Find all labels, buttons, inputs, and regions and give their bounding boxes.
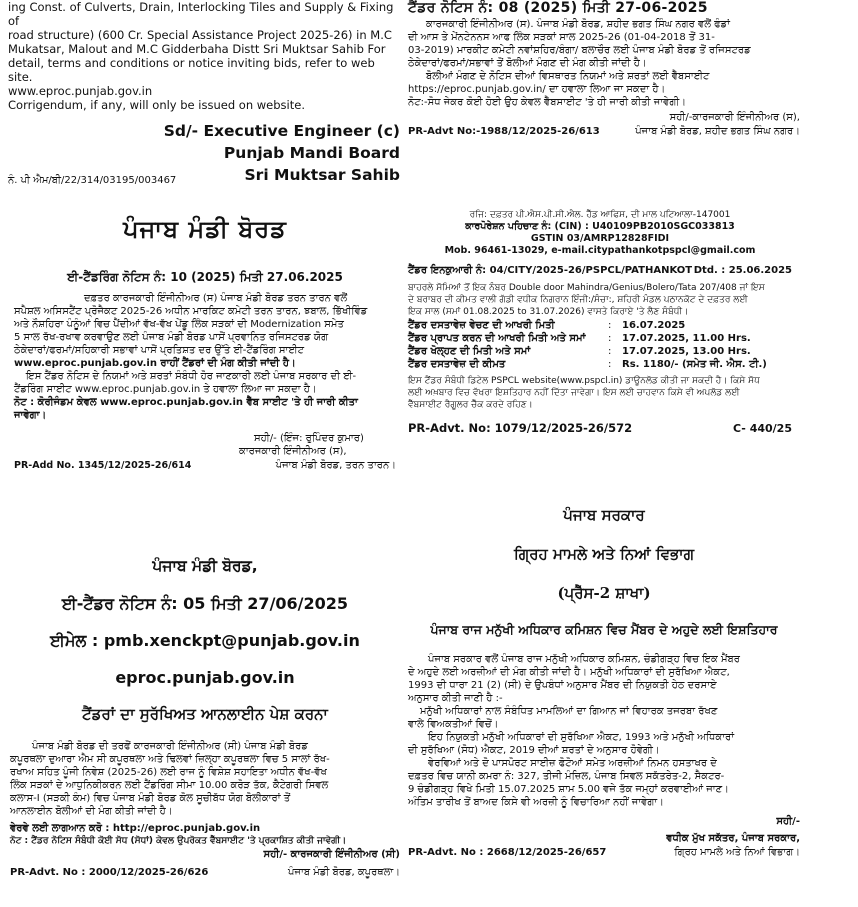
website-link[interactable]: www.eproc.punjab.gov.in	[8, 84, 153, 98]
notice-title: ਟੈਂਡਰ ਨੋਟਿਸ ਨੰ: 08 (2025) ਮਿਤੀ 27-06-2025	[408, 0, 708, 16]
body-line: ਅਤੇ ਨੌਸ਼ਹਿਰਾ ਪੰਨੂੰਆਂ ਵਿਚ ਪੈਂਦੀਆਂ ਵੱਖ-ਵੱਖ ਪੇਂਡੂ ਲਿੰਕ ਸੜਕਾਂ ਦੀ Modernization ਸਮੇਤ	[14, 319, 344, 330]
website-link[interactable]: www.eproc.punjab.gov.in ਰਾਹੀਂ ਟੈਂਡਰਾਂ ਦੀ ਮੰਗ ਕੀਤੀ ਜਾਂਦੀ ਹੈ।	[14, 358, 296, 369]
government-title: ਪੰਜਾਬ ਸਰਕਾਰ	[563, 506, 645, 524]
website-link[interactable]: https://eproc.punjab.gov.in/ ਦਾ ਹਵਾਲਾ ਲਿਆ ਜਾ ਸਕਦਾ ਹੈ।	[408, 84, 666, 95]
enquiry-number: ਟੈਂਡਰ ਇਨਕੁਆਰੀ ਨੰ: 04/CITY/2025-26/PSPCL/PATHANKOT	[408, 265, 693, 276]
signatory-title: ਕਾਰਜਕਾਰੀ ਇੰਜੀਨੀਅਰ (ਸ),	[239, 446, 347, 457]
body-line: ਦਫ਼ਤਰ ਵਿਚ ਯਾਨੀ ਕਮਰਾ ਨੰ: 327, ਤੀਜੀ ਮੰਜ਼ਿਲ, ਪੰਜਾਬ ਸਿਵਲ ਸਕੱਤਰੇਤ-2, ਸੈਕਟਰ-	[408, 770, 725, 782]
schedule-row: ਟੈਂਡਰ ਦਸਤਾਵੇਜ਼ ਵੇਚਣ ਦੀ ਆਖਰੀ ਮਿਤੀ : 16.07.2025	[408, 320, 686, 331]
notice-footer	[14, 460, 396, 471]
body-line: 1993 ਦੀ ਧਾਰਾ 21 (2) (ਸੀ) ਦੇ ਉਪਬੰਧਾਂ ਅਨੁਸਾਰ ਮੈਂਬਰ ਦੀ ਨਿਯੁਕਤੀ ਹੇਠ ਦਰਸਾਏ	[408, 679, 717, 691]
note-line: ਨੋਟ : ਕੋਰੀਜੰਡਮ ਕੇਵਲ www.eproc.punjab.gov.in ਵੈੱਬ ਸਾਈਟ 'ਤੇ ਹੀ ਜਾਰੀ ਕੀਤਾ	[14, 397, 358, 408]
notice-heading: ਪੰਜਾਬ ਰਾਜ ਮਨੁੱਖੀ ਅਧਿਕਾਰ ਕਮਿਸ਼ਨ ਵਿਚ ਮੈਂਬਰ ਦੇ ਅਹੁਦੇ ਲਈ ਇਸ਼ਤਿਹਾਰ	[430, 622, 778, 637]
body-line: Corrigendum, if any, will only be issued on website.	[8, 98, 305, 112]
department-title: ਗ੍ਰਿਹ ਮਾਮਲੇ ਅਤੇ ਨਿਆਂ ਵਿਭਾਗ	[513, 545, 695, 563]
notice-body	[10, 740, 400, 818]
signatory-org: ਪੰਜਾਬ ਮੰਡੀ ਬੋਰਡ, ਕਪੂਰਥਲਾ।	[288, 866, 400, 878]
body-line: ਇਸ ਟੈਂਡਰ ਸੰਬੰਧੀ ਡਿਟੇਲ PSPCL website(www.pspcl.in) ਡਾਊਨਲੋਡ ਕੀਤੀ ਜਾ ਸਕਦੀ ਹੈ। ਕਿਸੇ ਸੋਧ	[408, 376, 760, 386]
signatory-name: ਸਹੀ/- (ਇੰਜ: ਰੁਪਿੰਦਰ ਕੁਮਾਰ)	[254, 433, 364, 444]
body-line: ਕਪੂਰਥਲਾ ਦੁਆਰਾ ਐਮ ਸੀ ਕਪੂਰਥਲਾ ਅਤੇ ਢਿਲਵਾਂ ਜ਼ਿਲ੍ਹਾ ਕਪੂਰਥਲਾ ਵਿਚ 5 ਸਾਲਾਂ ਰੱਖ-	[10, 753, 330, 765]
body-line: ਬਾਹਰਲੇ ਸੋਮਿਆਂ ਤੋਂ ਇਕ ਨੰਬਰ Double door Mahindra/Genius/Bolero/Tata 207/408 ਜਾਂ ਇਸ	[408, 283, 765, 293]
schedule-value: 16.07.2025	[622, 320, 686, 331]
email-line[interactable]: ਈਮੇਲ : pmb.xenckpt@punjab.gov.in	[50, 630, 360, 650]
body-line: Mukatsar, Malout and M.C Gidderbaha Distt Sri Muktsar Sahib For	[8, 42, 386, 56]
body-line: ਠੇਕੇਦਾਰਾਂ/ਫਰਮਾਂ/ਸਹਿਕਾਰੀ ਸਭਾਵਾਂ ਪਾਸੋਂ ਪ੍ਰਤਿਸ਼ਤ ਦਰ ਉੱਤੇ ਈ-ਟੈਂਡਰਿੰਗ ਸਾਈਟ	[14, 345, 305, 356]
body-line: 03-2019) ਮਾਰਕੀਟ ਕਮੇਟੀ ਨਵਾਂਸ਼ਹਿਰ/ਬੰਗਾ/ ਬਲਾਚੌਰ ਲਈ ਪੰਜਾਬ ਮੰਡੀ ਬੋਰਡ ਤੋਂ ਰਜਿਸਟਰਡ	[408, 45, 751, 56]
body-line: ਕਾਰਜਕਾਰੀ ਇੰਜੀਨੀਅਰ (ਸ). ਪੰਜਾਬ ਮੰਡੀ ਬੋਰਡ, ਸ਼ਹੀਦ ਭਗਤ ਸਿੰਘ ਨਗਰ ਵਲੋਂ ਫੰਡਾਂ	[426, 19, 731, 30]
notice-nawanshahr	[408, 0, 800, 172]
schedule-row: ਟੈਂਡਰ ਪ੍ਰਾਪਤ ਕਰਨ ਦੀ ਆਖਰੀ ਮਿਤੀ ਅਤੇ ਸਮਾਂ : 17.07.2025, 11.00 Hrs.	[408, 333, 751, 344]
signatory-org: ਪੰਜਾਬ ਮੰਡੀ ਬੋਰਡ, ਸ਼ਹੀਦ ਭਗਤ ਸਿੰਘ ਨਗਰ।	[635, 126, 800, 137]
signatory-org: ਪੰਜਾਬ ਮੰਡੀ ਬੋਰਡ, ਤਰਨ ਤਾਰਨ।	[275, 460, 396, 471]
signatory-title: Sd/- Executive Engineer (c)	[163, 122, 400, 140]
body-line: ਠੇਕੇਦਾਰਾਂ/ਫਰਮਾਂ/ਸਭਾਵਾਂ ਤੋਂ ਬੋਲੀਆਂ ਮੰਗਣ ਦੀ ਮੰਗ ਕੀਤੀ ਜਾਂਦੀ ਹੈ।	[408, 58, 647, 69]
body-line: ਬੋਲੀਆਂ ਮੰਗਣ ਦੇ ਨੋਟਿਸ ਦੀਆਂ ਵਿਸਥਾਰਤ ਨਿਯਮਾਂ ਅਤੇ ਸ਼ਰਤਾਂ ਲਈ ਵੈੱਬਸਾਈਟ	[426, 71, 710, 82]
notice-home-affairs	[408, 488, 800, 858]
schedule-row: ਟੈਂਡਰ ਦਸਤਾਵੇਜ਼ ਦੀ ਕੀਮਤ : Rs. 1180/- (ਸਮੇਤ ਜੀ. ਐਸ. ਟੀ.)	[408, 359, 767, 370]
schedule-value: Rs. 1180/- (ਸਮੇਤ ਜੀ. ਐਸ. ਟੀ.)	[622, 359, 767, 370]
signatory-place: Sri Muktsar Sahib	[244, 166, 400, 184]
schedule-row: ਟੈਂਡਰ ਖੋਲ੍ਹਣ ਦੀ ਮਿਤੀ ਅਤੇ ਸਮਾਂ : 17.07.2025, 13.00 Hrs.	[408, 346, 751, 357]
body-line: ਅਨੁਸਾਰ ਕੀਤੀ ਜਾਣੀ ਹੈ :-	[408, 692, 503, 704]
advt-number: PR-Advt. No : 2668/12/2025-26/657	[408, 846, 607, 858]
notice-footer	[408, 847, 800, 858]
schedule-value: 17.07.2025, 11.00 Hrs.	[622, 333, 751, 344]
body-line: detail, terms and conditions or notice inviting bids, refer to web site.	[8, 56, 375, 84]
schedule-label: ਟੈਂਡਰ ਦਸਤਾਵੇਜ਼ ਵੇਚਣ ਦੀ ਆਖਰੀ ਮਿਤੀ	[408, 320, 555, 331]
notice-footer	[408, 421, 792, 435]
advt-number: PR-Add No. 1345/12/2025-26/614	[14, 460, 192, 471]
schedule-label: ਟੈਂਡਰ ਪ੍ਰਾਪਤ ਕਰਨ ਦੀ ਆਖਰੀ ਮਿਤੀ ਅਤੇ ਸਮਾਂ	[408, 333, 586, 344]
notice-body	[408, 282, 792, 318]
body-line: ਵੇਰਵਿਆਂ ਅਤੇ ਦੋ ਪਾਸਪੋਰਟ ਸਾਈਜ਼ ਫੋਟੋਆਂ ਸਮੇਤ ਅਰਜ਼ੀਆਂ ਨਿਮਨ ਹਸਤਾਖਰ ਦੇ	[428, 757, 717, 769]
body-line: ਪੰਜਾਬ ਸਰਕਾਰ ਵਲੋਂ ਪੰਜਾਬ ਰਾਜ ਮਨੁੱਖੀ ਅਧਿਕਾਰ ਕਮਿਸ਼ਨ, ਚੰਡੀਗੜ੍ਹ ਵਿਚ ਇਕ ਮੈਂਬਰ	[428, 653, 740, 665]
website-line[interactable]: eproc.punjab.gov.in	[115, 667, 295, 687]
enquiry-date: Dtd. : 25.06.2025	[693, 265, 792, 276]
notice-body	[408, 653, 800, 809]
office-address: ਰਜਿ: ਦਫ਼ਤਰ ਪੀ.ਐਸ.ਪੀ.ਸੀ.ਐਲ. ਹੈੱਡ ਆਫਿਸ, ਦੀ ਮਾਲ ਪਟਿਆਲਾ-147001	[469, 210, 731, 220]
notice-footer	[408, 126, 800, 137]
notice-body	[14, 292, 396, 422]
advt-number: PR-Advt. No: 1079/12/2025-26/572	[408, 421, 633, 435]
notice-footer-text	[408, 375, 792, 411]
notice-tarn-taran	[14, 190, 396, 476]
signatory-org: Punjab Mandi Board	[223, 144, 400, 162]
gstin-line: GSTIN 03/AMRP12828FIDI	[530, 233, 670, 244]
note-line: ਨੋਟ : ਟੈਂਡਰ ਨੋਟਿਸ ਸੰਬੰਧੀ ਕੋਈ ਸੋਧ (ਸੋਧਾਂ) ਕੇਵਲ ਉਪਰੋਕਤ ਵੈੱਬਸਾਈਟ 'ਤੇ ਪ੍ਰਕਾਸ਼ਿਤ ਕੀਤੀ ਜਾਵੇਗੀ।	[10, 835, 347, 846]
enquiry-row	[408, 265, 792, 276]
signature-mark: ਸਹੀ/-	[776, 815, 800, 827]
details-link[interactable]: ਵੇਰਵੇ ਲਈ ਲਾਗਆਨ ਕਰੋ : http://eproc.punjab.gov.in	[10, 822, 261, 834]
advt-code: C- 440/25	[732, 422, 792, 435]
body-line: ਵਾਲੇ ਵਿਅਕਤੀਆਂ ਵਿਚੋਂ।	[408, 718, 499, 730]
notice-footer	[8, 164, 400, 186]
body-line: ਰਖਾਅ ਸਹਿਤ ਪੂੰਜੀ ਨਿਵੇਸ਼ (2025-26) ਲਈ ਰਾਜ ਨੂੰ ਵਿਸ਼ੇਸ਼ ਸਹਾਇਤਾ ਅਧੀਨ ਵੱਖ-ਵੱਖ	[10, 766, 327, 778]
note-line: ਜਾਵੇਗਾ।	[14, 410, 47, 421]
body-line: ਦੀ ਆਸ ਤੇ ਮੇਂਨਟੇਨਨਸ ਆਫ ਲਿੰਕ ਸੜਕਾਂ ਸਾਲ 2025-26 (01-04-2018 ਤੋਂ 31-	[408, 32, 715, 43]
advt-number: PR-Advt. No : 2000/12/2025-26/626	[10, 866, 209, 878]
body-line: ing Const. of Culverts, Drain, Interlocking Tiles and Supply & Fixing of	[8, 0, 394, 28]
body-line: 5 ਸਾਲ ਰੱਖ-ਰਖਾਵ ਕਰਵਾਉਣ ਲਈ ਪੰਜਾਬ ਮੰਡੀ ਬੋਰਡ ਪਾਸੋਂ ਪ੍ਰਵਾਨਿਤ ਰਜਿਸਟਰਡ ਯੋਗ	[14, 332, 329, 343]
body-line: ਇਕ ਸਾਲ (ਸਮਾਂ 01.08.2025 to 31.07.2026) ਵਾਸਤੇ ਕਿਰਾਏ 'ਤੇ ਲੈਣ ਸੰਬੰਧੀ।	[408, 307, 689, 317]
notice-body	[408, 18, 800, 109]
body-line: ਪੰਜਾਬ ਮੰਡੀ ਬੋਰਡ ਦੀ ਤਰਫੋਂ ਕਾਰਜਕਾਰੀ ਇੰਜੀਨੀਅਰ (ਸੀ) ਪੰਜਾਬ ਮੰਡੀ ਬੋਰਡ	[32, 740, 308, 752]
notice-body	[8, 0, 400, 112]
body-line: ਲਿੰਕ ਸੜਕਾਂ ਦੇ ਆਧੁਨਿਕੀਕਰਨ ਲਈ ਟੈਂਡਰਿੰਗ ਸੀਮਾ 10.00 ਕਰੋੜ ਤੱਕ, ਕੈਟੇਗਰੀ ਸਿਵਲ	[10, 779, 329, 791]
notice-kapurthala	[10, 540, 400, 878]
body-line: ਸਪੈਸ਼ਲ ਅਸਿਸਟੈਂਟ ਪ੍ਰੋਜੈਕਟ 2025-26 ਅਧੀਨ ਮਾਰਕਿਟ ਕਮੇਟੀ ਤਰਨ ਤਾਰਨ, ਝਬਾਲ, ਭਿੱਖੀਵਿੰਡ	[14, 306, 368, 317]
branch-title: (ਪ੍ਰੈੱਸ-2 ਸ਼ਾਖਾ)	[557, 584, 651, 602]
body-line: ਟੈਂਡਰਿੰਗ ਸਾਈਟ www.eproc.punjab.gov.in ਤੇ ਹਵਾਲਾ ਲਿਆ ਜਾ ਸਕਦਾ ਹੈ।	[14, 384, 317, 395]
body-line: ਦਫ਼ਤਰ ਕਾਰਜਕਾਰੀ ਇੰਜੀਨੀਅਰ (ਸ) ਪੰਜਾਬ ਮੰਡੀ ਬੋਰਡ ਤਰਨ ਤਾਰਨ ਵਲੋਂ	[84, 293, 348, 304]
board-title: ਪੰਜਾਬ ਮੰਡੀ ਬੋਰਡ,	[152, 556, 258, 575]
contact-line: Mob. 96461-13029, e-mail.citypathankotpspcl@gmail.com	[444, 245, 756, 256]
office-header	[408, 210, 792, 257]
notice-muktsar	[8, 0, 400, 186]
reference-number: ਨੰ. ਪੀ ਐਮ/ਬੀ/22/314/03195/003467	[8, 175, 177, 186]
body-line: 9 ਚੰਡੀਗੜ੍ਹ ਵਿਖੇ ਮਿਤੀ 15.07.2025 ਸ਼ਾਮ 5.00 ਵਜੇ ਤੱਕ ਜਮ੍ਹਾਂ ਕਰਵਾਈਆਂ ਜਾਣ।	[408, 783, 729, 795]
signatory-title: ਸਹੀ/-ਕਾਰਜਕਾਰੀ ਇੰਜੀਨੀਅਰ (ਸ),	[669, 112, 800, 123]
signatory-org: ਗ੍ਰਿਹ ਮਾਮਲੇ ਅਤੇ ਨਿਆਂ ਵਿਭਾਗ।	[674, 846, 800, 858]
notice-footer	[10, 867, 400, 878]
body-line: ਮਨੁੱਖੀ ਅਧਿਕਾਰਾਂ ਨਾਲ ਸੰਬੰਧਿਤ ਮਾਮਲਿਆਂ ਦਾ ਗਿਆਨ ਜਾਂ ਵਿਹਾਰਕ ਤਜਰਬਾ ਰੱਖਣ	[420, 705, 718, 717]
notice-subtitle: ਈ-ਟੈਂਡਰਿੰਗ ਨੋਟਿਸ ਨੰ: 10 (2025) ਮਿਤੀ 27.06.2025	[67, 270, 343, 284]
body-line: ਵੈੱਬਸਾਈਟ ਰੈਗੂਲਰ ਚੈੱਕ ਕਰਦੇ ਰਹਿਣ।	[408, 400, 533, 410]
advt-number: PR-Advt No:-1988/12/2025-26/613	[408, 126, 600, 137]
body-line: ਦੀ ਸੁਰੱਖਿਆ (ਸੋਧ) ਐਕਟ, 2019 ਦੀਆਂ ਸ਼ਰਤਾਂ ਦੇ ਅਨੁਸਾਰ ਹੋਵੇਗੀ।	[408, 744, 660, 756]
body-line: ਕਲਾਸ-I (ਸੜਕੀ ਕੰਮ) ਵਿਚ ਪੰਜਾਬ ਮੰਡੀ ਬੋਰਡ ਕੋਲ ਸੂਚੀਬੱਧ ਯੋਗ ਬੋਲੀਕਾਰਾਂ ਤੋਂ	[10, 792, 291, 804]
body-line: ਇਸ ਟੈਂਡਰ ਨੋਟਿਸ ਦੇ ਨਿਯਮਾਂ ਅਤੇ ਸ਼ਰਤਾਂ ਸੰਬੰਧੀ ਹੋਰ ਜਾਣਕਾਰੀ ਲਈ ਪੰਜਾਬ ਸਰਕਾਰ ਦੀ ਈ-	[26, 371, 357, 382]
schedule-table	[408, 319, 792, 371]
body-line: ਇਹ ਨਿਯੁਕਤੀ ਮਨੁੱਖੀ ਅਧਿਕਾਰਾਂ ਦੀ ਸੁਰੱਖਿਆ ਐਕਟ, 1993 ਅਤੇ ਮਨੁੱਖੀ ਅਧਿਕਾਰਾਂ	[428, 731, 735, 743]
notice-pspcl-pathankot	[408, 210, 792, 474]
body-line: ਦੇ ਅਹੁਦੇ ਲਈ ਅਰਜ਼ੀਆਂ ਦੀ ਮੰਗ ਕੀਤੀ ਜਾਂਦੀ ਹੈ। ਮਨੁੱਖੀ ਅਧਿਕਾਰਾਂ ਦੀ ਸੁਰੱਖਿਆ ਐਕਟ,	[408, 666, 730, 678]
signatory-title: ਵਧੀਕ ਮੁੱਖ ਸਕੱਤਰ, ਪੰਜਾਬ ਸਰਕਾਰ,	[666, 832, 800, 844]
note-line: ਨੋਟ:-ਸੋਧ ਜੇਕਰ ਕੋਈ ਹੋਈ ਉਹ ਕੇਵਲ ਵੈੱਬਸਾਈਟ 'ਤੇ ਹੀ ਜਾਰੀ ਕੀਤੀ ਜਾਵੇਗੀ।	[408, 97, 687, 108]
cin-line: ਕਾਰਪੋਰੇਸ਼ਨ ਪਹਿਚਾਣ ਨੰ: (CIN) : U40109PB2010SGC033813	[465, 221, 735, 232]
schedule-value: 17.07.2025, 13.00 Hrs.	[622, 346, 751, 357]
body-line: ਲਈ ਅਖ਼ਬਾਰ ਵਿਚ ਵੱਖਰਾ ਇਸ਼ਤਿਹਾਰ ਨਹੀਂ ਦਿੱਤਾ ਜਾਵੇਗਾ। ਇਸ ਲਈ ਚਾਹਵਾਨ ਕਿਸੇ ਵੀ ਅਪਲੋਡ ਲਈ	[408, 388, 740, 398]
board-title: ਪੰਜਾਬ ਮੰਡੀ ਬੋਰਡ	[123, 214, 287, 243]
notice-title: ਈ-ਟੈਂਡਰ ਨੋਟਿਸ ਨੰ: 05 ਮਿਤੀ 27/06/2025	[61, 593, 349, 613]
schedule-label: ਟੈਂਡਰ ਦਸਤਾਵੇਜ਼ ਦੀ ਕੀਮਤ	[408, 359, 506, 370]
schedule-label: ਟੈਂਡਰ ਖੋਲ੍ਹਣ ਦੀ ਮਿਤੀ ਅਤੇ ਸਮਾਂ	[408, 346, 531, 357]
body-line: ਦੇ ਬਰਾਬਰ ਦੀ ਕੀਮਤ ਵਾਲੀ ਗੱਡੀ ਵਧੀਕ ਨਿਗਰਾਨ ਇੰਜੀ:/ਸੰਚਾ:, ਸ਼ਹਿਰੀ ਮੰਡਲ ਪਠਾਨਕੋਟ ਦੇ ਦਫ਼ਤਰ ਲਈ	[408, 295, 748, 305]
body-line: road structure) (600 Cr. Special Assistance Project 2025-26) in M.C	[8, 28, 392, 42]
notice-heading: ਟੈਂਡਰਾਂ ਦਾ ਸੁਰੱਖਿਅਤ ਆਨਲਾਈਨ ਪੇਸ਼ ਕਰਨਾ	[82, 704, 328, 723]
body-line: ਅੰਤਿਮ ਤਾਰੀਖ ਤੋਂ ਬਾਅਦ ਕਿਸੇ ਵੀ ਅਰਜ਼ੀ ਨੂੰ ਵਿਚਾਰਿਆ ਨਹੀਂ ਜਾਵੇਗਾ।	[408, 796, 664, 808]
signatory-title: ਸਹੀ/- ਕਾਰਜਕਾਰੀ ਇੰਜੀਨੀਅਰ (ਸੀ)	[263, 848, 400, 860]
body-line: ਆਨਲਾਈਨ ਬੋਲੀਆਂ ਦੀ ਮੰਗ ਕੀਤੀ ਜਾਂਦੀ ਹੈ।	[10, 805, 173, 817]
